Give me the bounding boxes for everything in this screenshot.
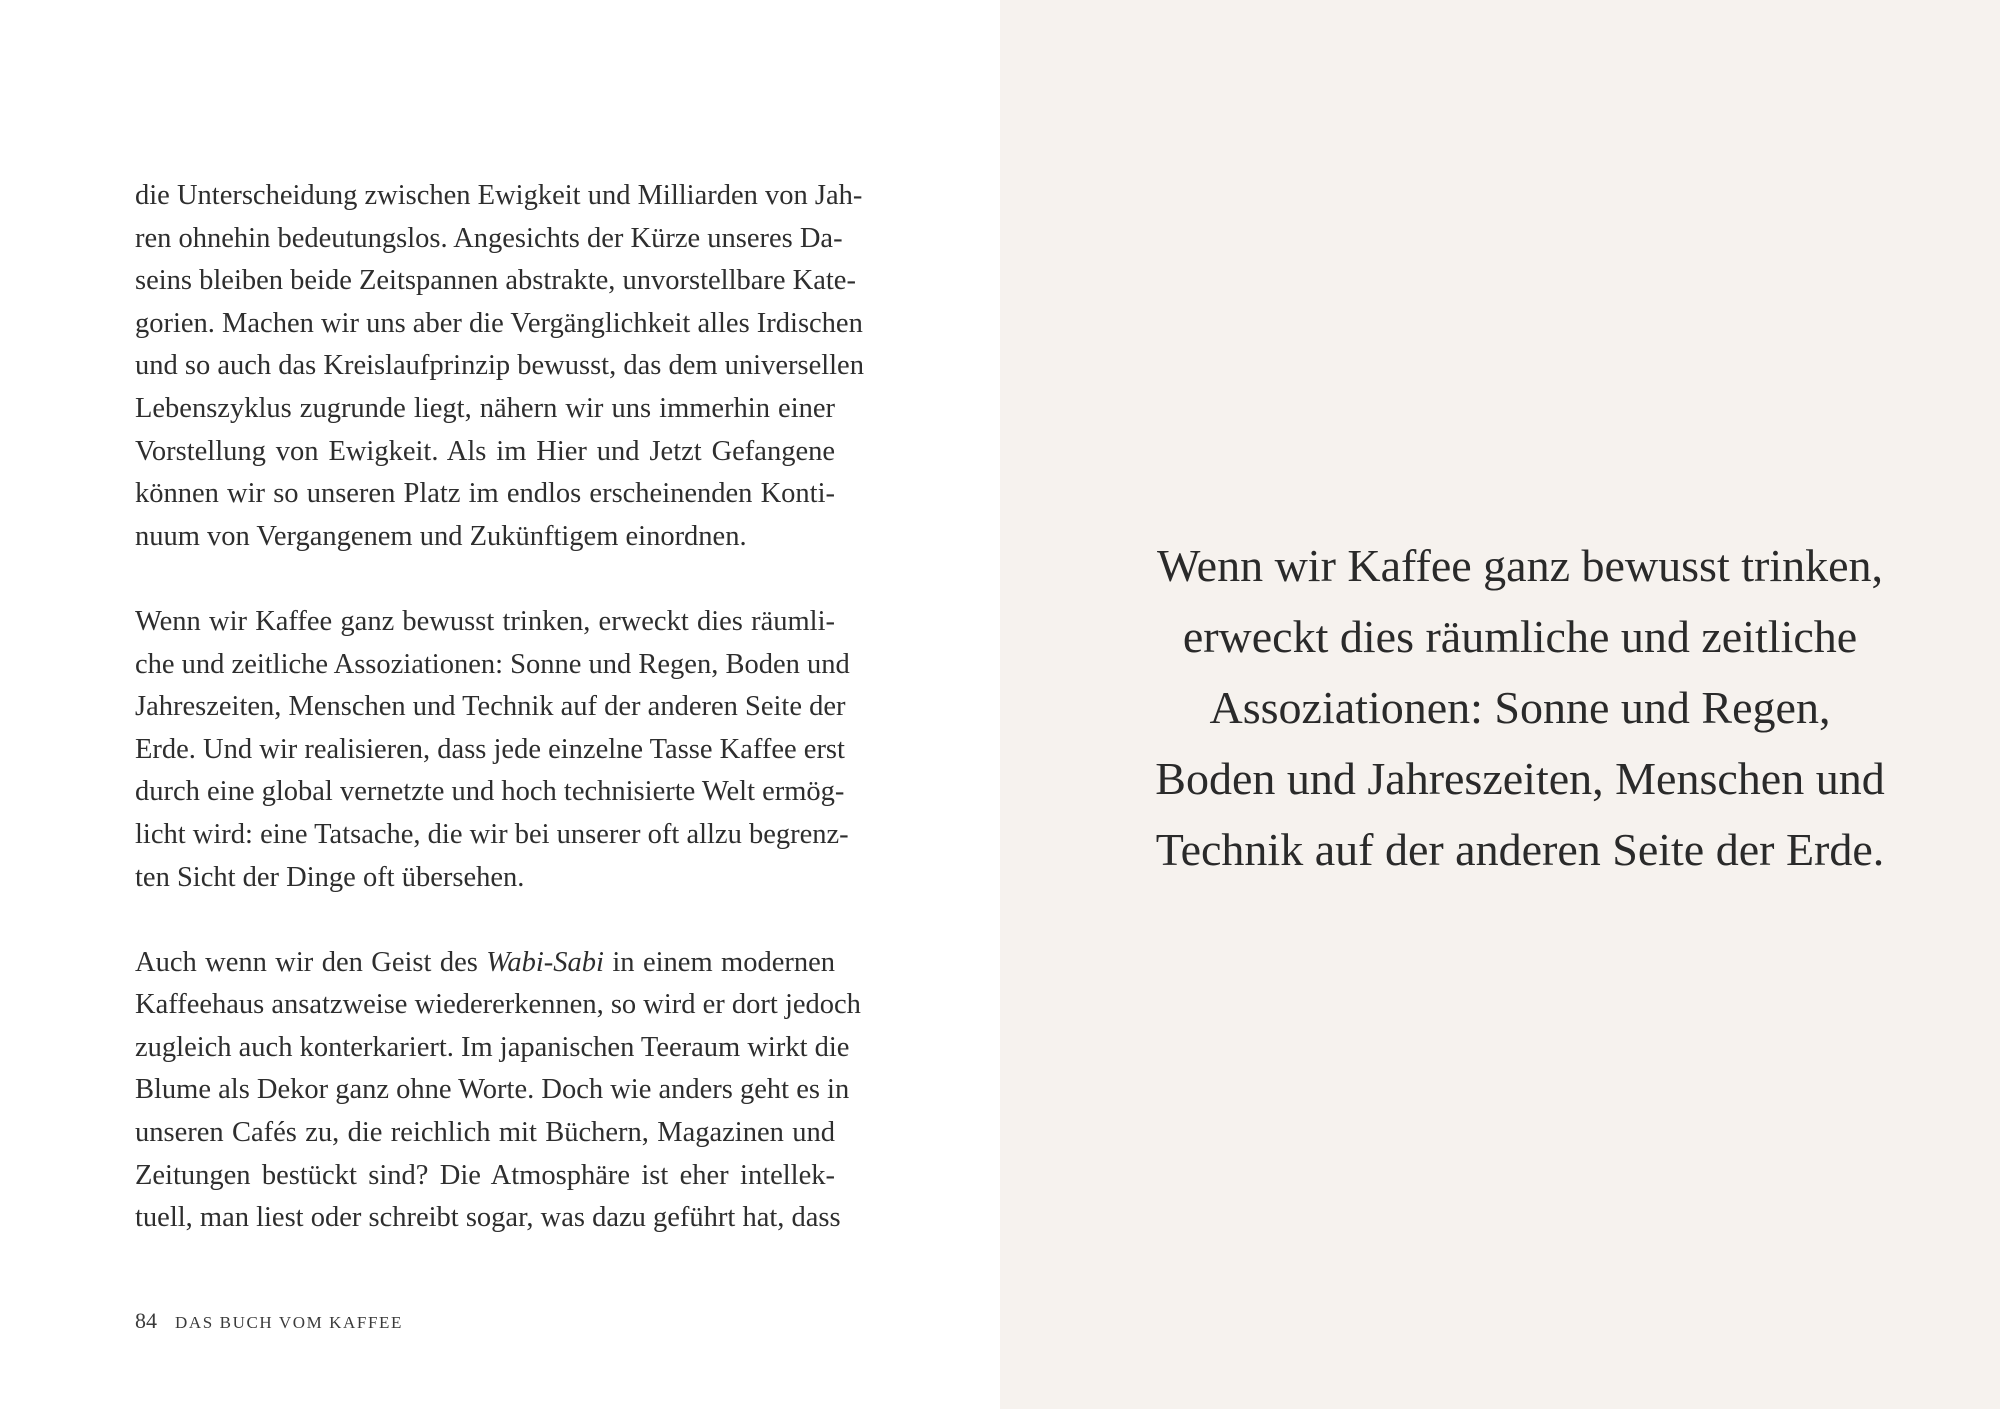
text-line: Blume als Dekor ganz ohne Worte. Doch wie anders geht es in — [135, 1074, 850, 1106]
text-line: nuum von Vergangenem und Zukünftigem einordnen. — [135, 520, 747, 552]
pull-quote-line: Wenn wir Kaffee ganz bewusst trinken, — [1156, 540, 1884, 591]
pull-quote-line: Technik auf der anderen Seite der Erde. — [1155, 824, 1885, 875]
paragraph-2 — [135, 601, 850, 899]
text-line: unseren Cafés zu, die reichlich mit Büchern, Magazinen und — [135, 1117, 835, 1149]
text-line: seins bleiben beide Zeitspannen abstrakte, unvorstellbare Kate- — [135, 265, 856, 297]
text-run: in einem modernen — [603, 946, 835, 978]
text-line: können wir so unseren Platz im endlos erscheinenden Konti- — [135, 478, 835, 510]
text-line: gorien. Machen wir uns aber die Vergänglichkeit alles Irdischen — [135, 307, 863, 339]
pull-quote-line: Boden und Jahreszeiten, Menschen und — [1155, 753, 1885, 804]
text-line: Lebenszyklus zugrunde liegt, nähern wir uns immerhin einer — [135, 392, 835, 424]
text-line: che und zeitliche Assoziationen: Sonne und Regen, Boden und — [135, 648, 850, 680]
text-line: ten Sicht der Dinge oft übersehen. — [135, 861, 525, 893]
page-number: 84 — [135, 1308, 157, 1333]
pull-quote — [1120, 530, 1920, 885]
text-line: licht wird: eine Tatsache, die wir bei unserer oft allzu begrenz- — [135, 818, 849, 850]
text-line: Wenn wir Kaffee ganz bewusst trinken, erweckt dies räumli- — [135, 605, 835, 637]
text-line: Kaffeehaus ansatzweise wiedererkennen, so wird er dort jedoch — [135, 989, 861, 1021]
paragraph-3 — [135, 942, 861, 1240]
text-line: durch eine global vernetzte und hoch technisierte Welt ermög- — [135, 776, 845, 808]
pull-quote-line: Assoziationen: Sonne und Regen, — [1209, 682, 1831, 733]
text-line: tuell, man liest oder schreibt sogar, was dazu geführt hat, dass — [135, 1202, 841, 1234]
body-text — [135, 175, 864, 1240]
text-line: Vorstellung von Ewigkeit. Als im Hier und Jetzt Gefangene — [135, 435, 835, 467]
text-line: Jahreszeiten, Menschen und Technik auf der anderen Seite der — [135, 691, 846, 723]
pull-quote-line: erweckt dies räumliche und zeitliche — [1182, 611, 1858, 662]
text-line: die Unterscheidung zwischen Ewigkeit und Milliarden von Jah- — [135, 180, 863, 211]
text-line: zugleich auch konterkariert. Im japanischen Teeraum wirkt die — [135, 1031, 850, 1063]
page-footer — [135, 1308, 403, 1334]
running-head: DAS BUCH VOM KAFFEE — [175, 1313, 403, 1332]
text-line: Zeitungen bestückt sind? Die Atmosphäre ist eher intellek- — [135, 1159, 835, 1191]
text-line: und so auch das Kreislaufprinzip bewusst, das dem universellen — [135, 350, 864, 382]
italic-term: Wabi-Sabi — [486, 946, 604, 978]
text-line: Erde. Und wir realisieren, dass jede einzelne Tasse Kaffee erst — [135, 733, 845, 765]
text-run: Auch wenn wir den Geist des — [135, 946, 487, 978]
paragraph-1 — [135, 175, 864, 558]
text-line: ren ohnehin bedeutungslos. Angesichts der Kürze unseres Da- — [135, 222, 843, 254]
text-line — [135, 942, 835, 985]
